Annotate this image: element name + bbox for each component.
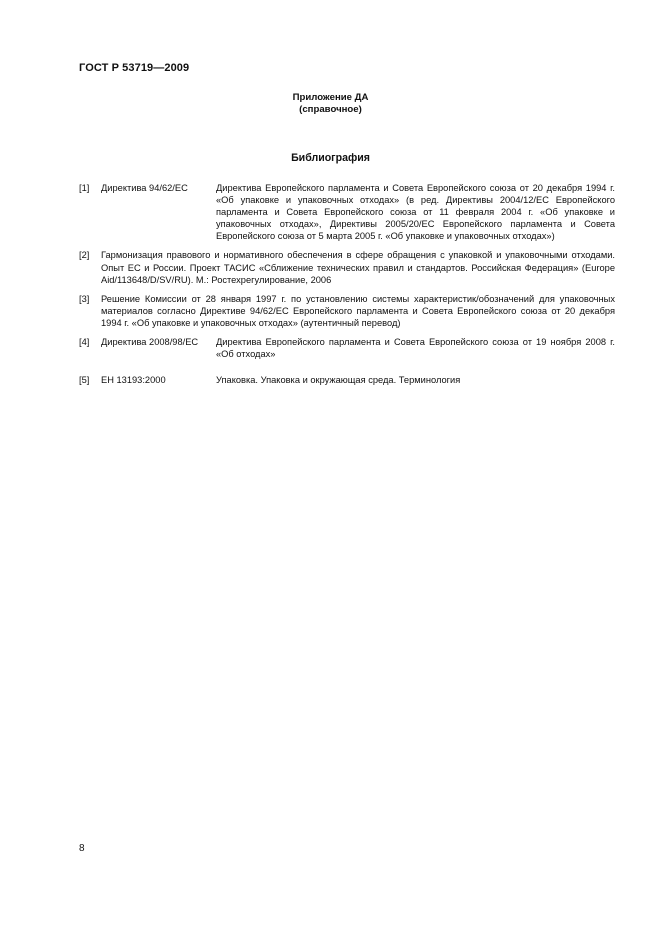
page-number: 8 xyxy=(79,843,85,854)
entry-reference: Директива 2008/98/ЕС xyxy=(101,337,199,348)
bibliography-entry-3 xyxy=(79,293,615,329)
bibliography-entry-4 xyxy=(79,336,615,360)
entry-description: Гармонизация правового и нормативного обеспечения в сфере обращения с упаковкой и упаковочными отходами. Опыт ЕС и России. Проект ТАСИС «Сближение технических правил и стандартов. Российская Федерация» (Europe Aid/113648/D/SV/RU). М.: Ростехрегулирование, 2006 xyxy=(101,250,615,285)
appendix-subtitle: (справочное) xyxy=(299,104,362,115)
bibliography-entry-2 xyxy=(79,249,615,285)
bibliography-title: Библиография xyxy=(291,152,370,164)
appendix-heading xyxy=(0,92,661,116)
bibliography-list xyxy=(79,182,615,393)
entry-reference: Директива 94/62/ЕС xyxy=(101,183,188,193)
appendix-title: Приложение ДА xyxy=(292,92,369,103)
entry-reference: ЕН 13193:2000 xyxy=(101,375,166,386)
bibliography-entry-1 xyxy=(79,182,615,242)
entry-description: Упаковка. Упаковка и окружающая среда. Терминология xyxy=(216,375,461,386)
entry-number: [4] xyxy=(79,337,90,348)
entry-number: [5] xyxy=(79,375,90,386)
bibliography-entry-5 xyxy=(79,374,615,386)
entry-number: [3] xyxy=(79,293,90,304)
entry-description: Директива Европейского парламента и Совета Европейского союза от 19 ноября 2008 г. «Об отходах» xyxy=(216,337,615,360)
entry-number: [2] xyxy=(79,250,90,261)
entry-number: [1] xyxy=(79,183,90,193)
document-code: ГОСТ Р 53719—2009 xyxy=(79,62,190,74)
entry-description: Решение Комиссии от 28 января 1997 г. по установлению системы характеристик/обозначений для упаковочных материалов согласно Директиве 94/62/ЕС Европейского парламента и Совета Европейского союза от 20 декабря 1994 г. «Об упаковке и упаковочных отходах» (аутентичный перевод) xyxy=(101,293,615,328)
entry-description: Директива Европейского парламента и Совета Европейского союза от 20 декабря 1994 г. «Об упаковке и упаковочных отходах» (в ред. Директивы 2004/12/ЕС Европейского парламента и Совета Европейского союза от 11 февраля 2004 г. «Об упаковке и упаковочных отходах», Директивы 2005/20/ЕС Европейского парламента и Совета Европейского союза от 5 марта 2005 г. «Об упаковке и упаковочных отходах») xyxy=(216,183,615,242)
